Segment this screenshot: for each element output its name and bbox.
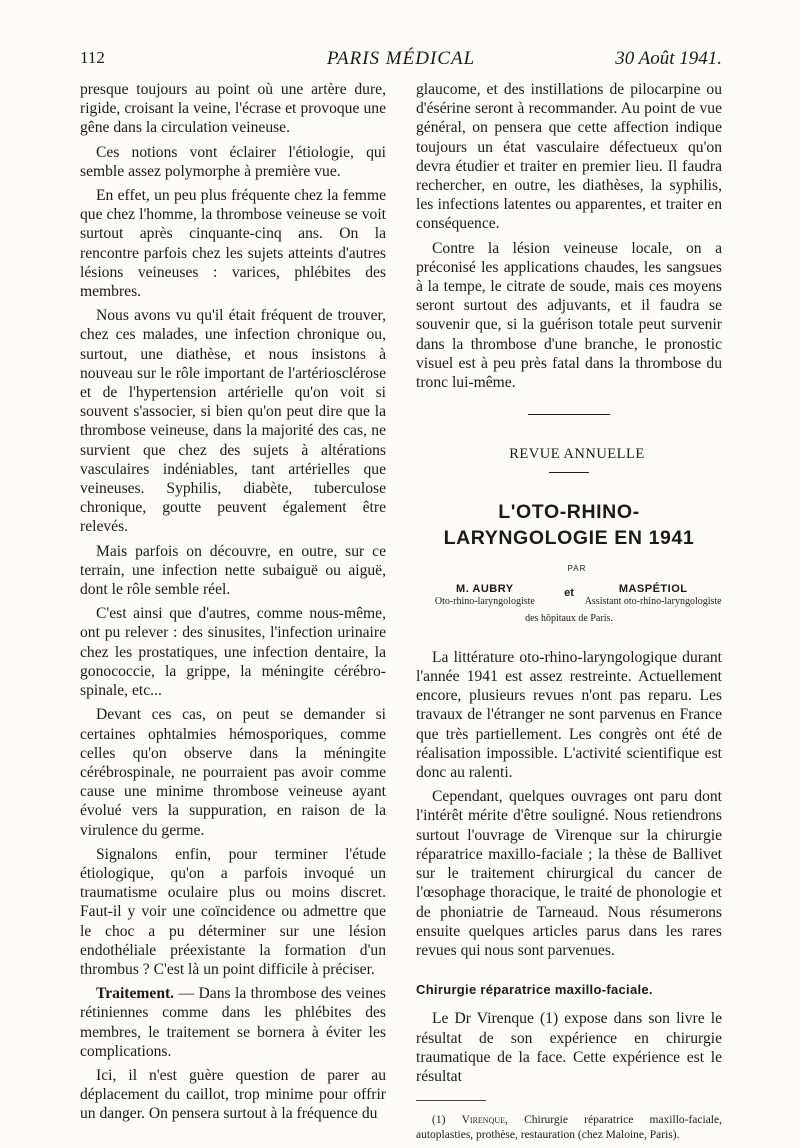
paragraph: Ici, il n'est guère question de parer au déplacement du caillot, trop minime pour offrir un danger. On pensera surtout à la fréquence du xyxy=(80,1066,386,1123)
byline-par: PAR xyxy=(567,564,587,574)
author-aubry xyxy=(416,584,554,608)
paragraph: Cependant, quelques ouvrages ont paru dont l'intérêt mérite d'être souligné. Nous retiendrons surtout l'ouvrage de Virenque sur la chirurgie réparatrice maxillo-faciale ; la thèse de Ballivet sur le traitement chirurgical du cancer de l'œsophage thoracique, le traité de phonologie et de phoniatrie de Tarneaud. Nous résumerons ensuite quelques articles parus dans les rares revues qui nous sont parvenues. xyxy=(416,788,722,959)
page-number: 112 xyxy=(80,48,105,67)
paragraph: Mais parfois on découvre, en outre, sur ce terrain, une infection nette subaiguë ou aiguë, dont le rôle semble réel. xyxy=(80,542,386,599)
author-maspetiol xyxy=(584,584,722,608)
paragraph: La littérature oto-rhino-laryngologique durant l'année 1941 est assez restreinte. Actuellement encore, plusieurs revues n'ont pas reparu. Les travaux de l'étranger ne sont parvenus en France que très partiellement. Les congrès ont été de réalisation impossible. L'activité scientifique est donc au ralenti. xyxy=(416,648,722,782)
authors xyxy=(416,584,722,608)
paragraph: C'est ainsi que d'autres, comme nous-même, ont pu relever : des sinusites, l'infection urinaire chez les prostatiques, une infection dentaire, la gonococcie, la grippe, la méningite cérébro-spinale, etc... xyxy=(80,605,386,700)
paragraph: En effet, un peu plus fréquente chez la femme que chez l'homme, la thrombose veineuse se voit surtout après cinquante-cinq ans. On la rencontre parfois chez les sujets atteints d'autres lésions veineuses : varices, phlébites des membres. xyxy=(80,187,386,301)
paragraph: Devant ces cas, on peut se demander si certaines ophtalmies hémosporiques, comme celles qu'on observe dans la méningite cérébrospinale, ne pourraient pas avoir comme cause une minime thrombose veineuse ayant évolué vers la suppuration, en raison de la virulence du germe. xyxy=(80,706,386,839)
author-conjunction: et xyxy=(564,586,574,599)
section-divider-short xyxy=(549,472,589,473)
paragraph: glaucome, et des instillations de pilocarpine ou d'ésérine seront à recommander. Au point de vue général, on pensera que cette affection indique toujours un état vasculaire défectueux qu'on devra étudier et traiter en premier lieu. Il faudra rechercher, en outre, les diathèses, la syphilis, les infections latentes ou apparentes, et traiter en conséquence. xyxy=(416,81,722,233)
subsection-heading: Chirurgie réparatrice maxillo-faciale. xyxy=(416,982,653,998)
paragraph: Nous avons vu qu'il était fréquent de trouver, chez ces malades, une infection chronique ou, surtout, une diathèse, et nous insistons à nouveau sur le rôle important de l'artériosclérose et de l'hypertension artérielle qu'on voit si souvent s'associer, si bien qu'on peut dire que la thrombose veineuse, dans la majorité des cas, ne survient que chez des sujets à altérations vasculaires indéniables, tant artérielles que veineuses. Syphilis, diabète, tuberculose chronique, goutte peuvent également être relevés. xyxy=(80,307,386,536)
section-label: REVUE ANNUELLE xyxy=(509,446,645,463)
article-title-line: LARYNGOLOGIE EN 1941 xyxy=(443,527,695,550)
footnote-rule xyxy=(416,1100,486,1101)
paragraph: presque toujours au point où une artère dure, rigide, croisant la veine, l'écrase et provoque une gêne dans la circulation veineuse. xyxy=(80,81,386,137)
traitement-paragraph xyxy=(80,984,386,1061)
footnote-marker: (1) xyxy=(432,1114,462,1127)
footnote-author: Virenque xyxy=(461,1114,506,1127)
author-affiliation: Oto-rhino-laryngologiste xyxy=(434,596,535,608)
author-name: M. AUBRY xyxy=(456,582,514,595)
page-header xyxy=(80,48,722,74)
author-name: MASPÉTIOL xyxy=(618,582,688,595)
traitement-text: — Dans la thrombose des veines rétiniennes comme dans les phlébites des membres, le traitement se bornera à éviter les complications. xyxy=(80,985,386,1060)
shared-affiliation: des hôpitaux de Paris. xyxy=(525,612,613,624)
paragraph: Contre la lésion veineuse locale, on a préconisé les applications chaudes, les sangsues à la tempe, le citrate de soude, mais ces moyens seront surtout des adjuvants, et il faudra se souvenir que, si la guérison totale peut survenir dans la thrombose d'une branche, le pronostic visuel est à peu près fatal dans la thrombose du tronc lui-même. xyxy=(416,239,722,392)
article-title xyxy=(416,499,722,551)
journal-title: PARIS MÉDICAL xyxy=(326,48,476,69)
right-column xyxy=(416,80,722,1148)
footnote xyxy=(416,1113,722,1143)
section-divider xyxy=(528,414,610,415)
author-affiliation: Assistant oto-rhino-laryngologiste xyxy=(584,596,722,608)
left-column xyxy=(80,80,386,1129)
paragraph: Le Dr Virenque (1) expose dans son livre le résultat de son expérience en chirurgie traumatique de la face. Cette expérience est le résultat xyxy=(416,1010,722,1085)
footnote-text: , Chirurgie réparatrice maxillo-faciale, autoplasties, prothèse, restauration (chez Maloine, Paris). xyxy=(416,1114,722,1142)
paragraph: Ces notions vont éclairer l'étiologie, qui semble assez polymorphe à première vue. xyxy=(80,143,386,180)
paragraph: Signalons enfin, pour terminer l'étude étiologique, qu'on a parfois invoqué un traumatisme oculaire plus ou moins discret. Faut-il y voir une coïncidence ou admettre que le choc a pu déterminer sur une lésion endothéliale préexistante la formation d'un thrombus ? C'est là un point difficile à préciser. xyxy=(80,845,386,978)
traitement-heading: Traitement. xyxy=(96,985,175,1003)
issue-date: 30 Août 1941. xyxy=(615,48,722,69)
article-title-line: L'OTO-RHINO- xyxy=(498,501,640,524)
